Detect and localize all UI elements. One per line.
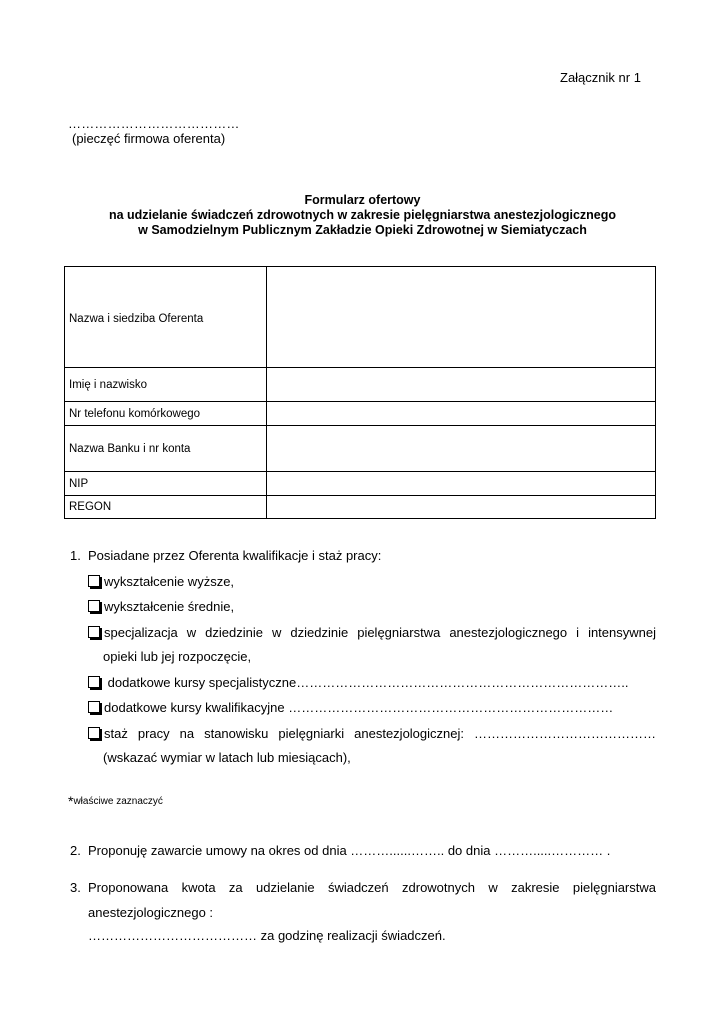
offerer-name-field[interactable] xyxy=(267,267,656,368)
section-3-line2: anestezjologicznego : xyxy=(88,905,214,920)
table-row xyxy=(65,426,656,472)
table-row xyxy=(65,496,656,519)
regon-field[interactable] xyxy=(267,496,656,519)
section-3-line1: 3. Proponowana kwota za udzielanie świadczeń zdrowotnych w zakresie pielęgniarstwa xyxy=(70,880,656,895)
table-row xyxy=(65,472,656,496)
checkbox-icon[interactable] xyxy=(88,575,100,587)
form-subtitle-line1: na udzielanie świadczeń zdrowotnych w zakresie pielęgniarstwa anestezjologicznego xyxy=(108,208,617,222)
section-2: 2. Proponuję zawarcie umowy na okres od dnia ………......…….. do dnia ……….....………… . xyxy=(70,843,611,858)
option-specialist-courses: dodatkowe kursy specjalistyczne………………………………………………………………….. xyxy=(88,670,628,695)
footnote: *właściwe zaznaczyć xyxy=(68,793,163,809)
checkbox-icon[interactable] xyxy=(88,727,100,739)
table-label-cell: REGON xyxy=(65,496,267,519)
option-qualification-courses: dodatkowe kursy kwalifikacyjne ………………………………………………………………… xyxy=(88,695,613,720)
option-work-experience: staż pracy na stanowisku pielęgniarki anestezjologicznej: …………………………………… xyxy=(88,721,656,746)
option-work-experience-cont: (wskazać wymiar w latach lub miesiącach), xyxy=(103,750,351,765)
checkbox-icon[interactable] xyxy=(88,626,100,638)
table-row xyxy=(65,402,656,426)
stamp-caption: (pieczęć firmowa oferenta) xyxy=(72,131,226,146)
option-higher-education: wykształcenie wyższe, xyxy=(88,569,234,594)
table-label-cell: Nazwa i siedziba Oferenta xyxy=(65,267,267,368)
table-row xyxy=(65,267,656,368)
annex-label: Załącznik nr 1 xyxy=(560,70,641,85)
checkbox-icon[interactable] xyxy=(88,600,100,612)
full-name-field[interactable] xyxy=(267,368,656,402)
section-3-line3: ………………………………… za godzinę realizacji świadczeń. xyxy=(88,928,446,943)
bank-account-field[interactable] xyxy=(267,426,656,472)
form-title: Formularz ofertowy xyxy=(304,193,421,207)
mobile-phone-field[interactable] xyxy=(267,402,656,426)
table-label-cell: Imię i nazwisko xyxy=(65,368,267,402)
checkbox-icon[interactable] xyxy=(88,701,100,713)
stamp-dotted-line: ………………………………… xyxy=(68,116,240,131)
nip-field[interactable] xyxy=(267,472,656,496)
option-specialization-cont: opieki lub jej rozpoczęcie, xyxy=(103,649,252,664)
form-subtitle-line2: w Samodzielnym Publicznym Zakładzie Opieki Zdrowotnej w Siemiatyczach xyxy=(138,223,587,237)
section-1-heading: 1. Posiadane przez Oferenta kwalifikacje i staż pracy: xyxy=(70,548,382,563)
table-label-cell: NIP xyxy=(65,472,267,496)
table-label-cell: Nr telefonu komórkowego xyxy=(65,402,267,426)
option-secondary-education: wykształcenie średnie, xyxy=(88,594,234,619)
option-specialization: specjalizacja w dziedzinie w dziedzinie pielęgniarstwa anestezjologicznego i intensywnej xyxy=(88,620,656,645)
table-label-cell: Nazwa Banku i nr konta xyxy=(65,426,267,472)
table-row xyxy=(65,368,656,402)
checkbox-icon[interactable] xyxy=(88,676,100,688)
offerer-details-table xyxy=(64,266,656,519)
